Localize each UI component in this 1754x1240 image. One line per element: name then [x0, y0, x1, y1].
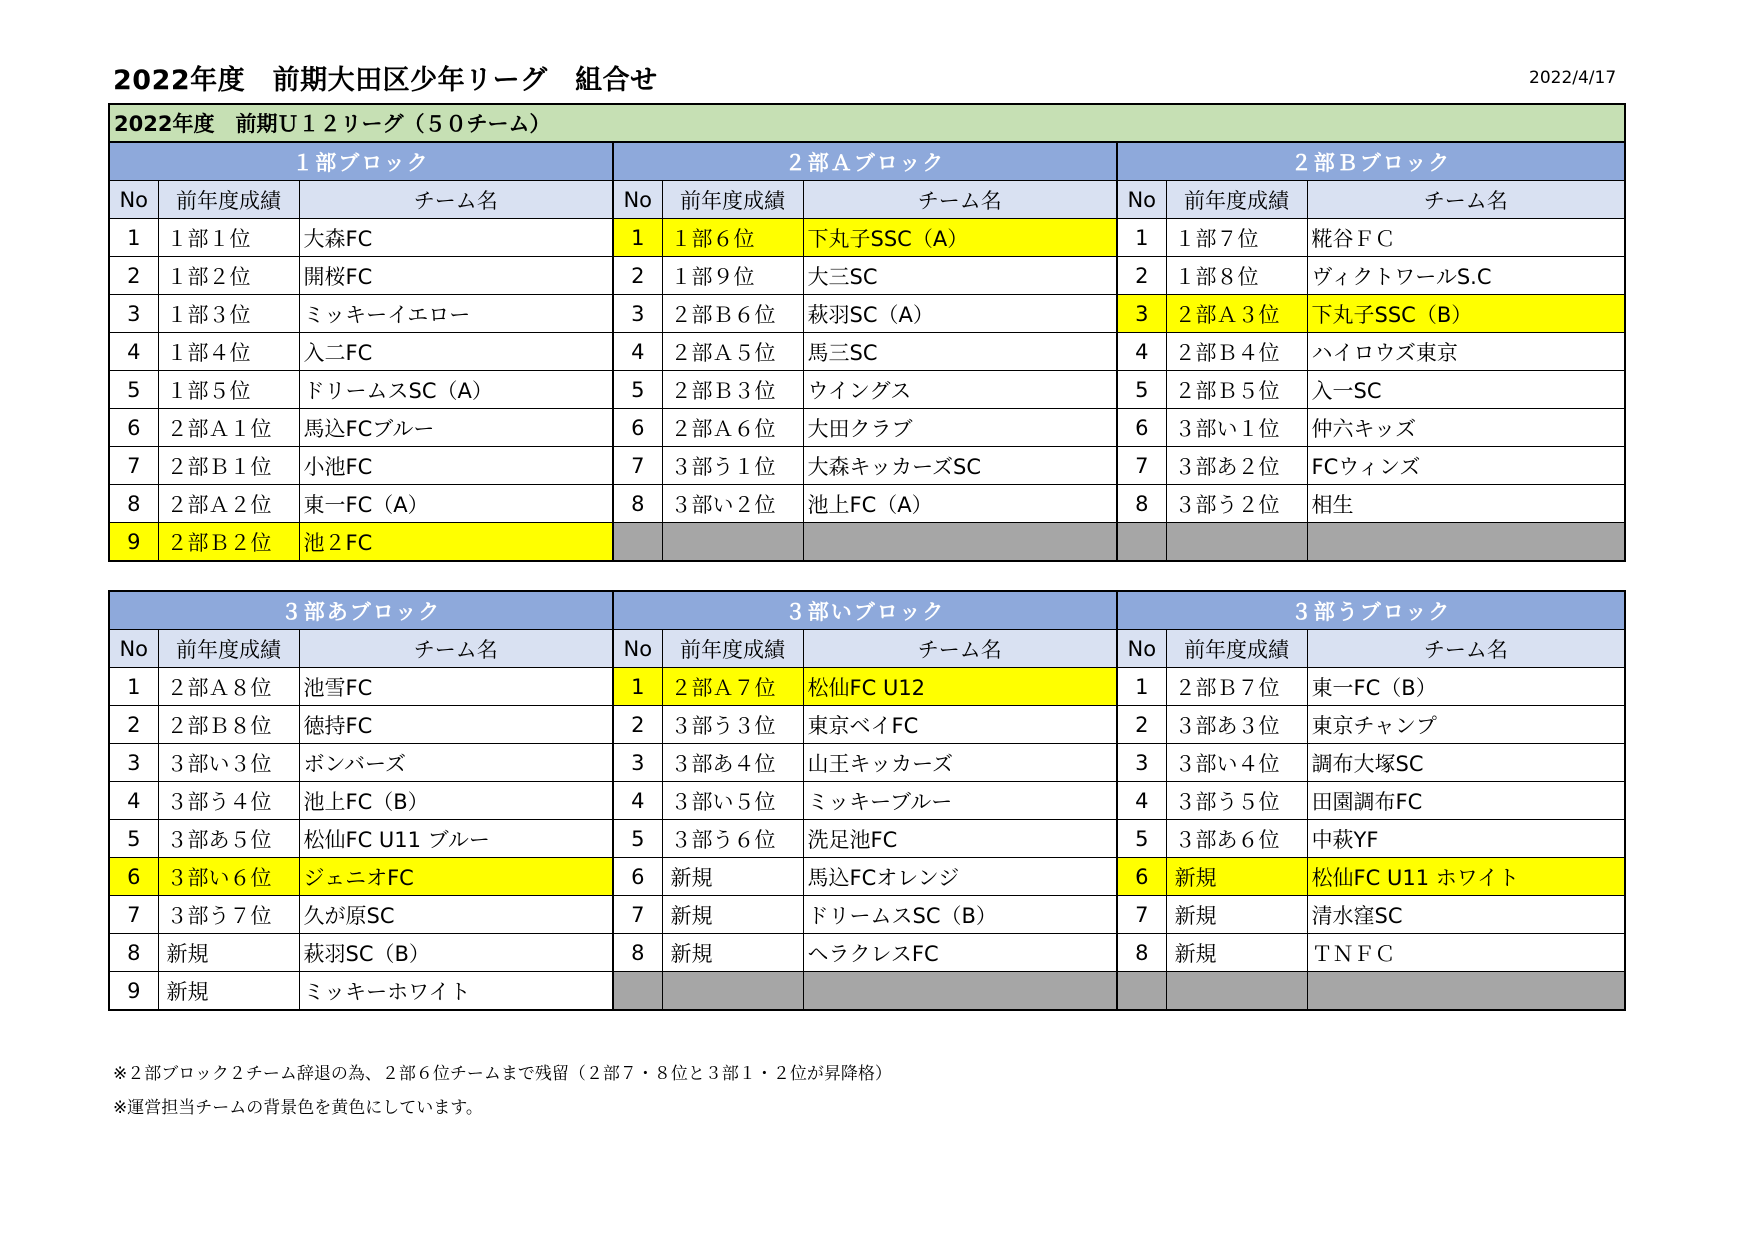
document-date: 2022/4/17: [1529, 68, 1617, 88]
block-header: ２部Ｂブロック: [1117, 142, 1625, 181]
empty-cell: [803, 972, 1117, 1011]
team-name: 開桜FC: [299, 257, 613, 295]
team-number: 4: [1117, 782, 1166, 820]
team-number: 4: [613, 333, 662, 371]
block-header: １部ブロック: [109, 142, 613, 181]
table-row: [109, 485, 1625, 523]
team-number: 5: [613, 371, 662, 409]
team-name: ミッキーブルー: [803, 782, 1117, 820]
table-row: [109, 371, 1625, 409]
previous-record: 新規: [158, 934, 299, 972]
table-row: [109, 295, 1625, 333]
table-row: [109, 934, 1625, 972]
previous-record: ２部Ａ６位: [662, 409, 803, 447]
empty-cell: [1166, 972, 1307, 1011]
team-name: 池上FC（A）: [803, 485, 1117, 523]
empty-cell: [662, 523, 803, 562]
previous-record: ３部い６位: [158, 858, 299, 896]
column-header-no: No: [109, 181, 158, 219]
previous-record: 新規: [1166, 896, 1307, 934]
team-name: 下丸子SSC（A）: [803, 219, 1117, 257]
previous-record: ３部う１位: [662, 447, 803, 485]
previous-record: 新規: [662, 934, 803, 972]
team-name: 東一FC（B）: [1307, 668, 1625, 706]
column-header-record: 前年度成績: [1166, 181, 1307, 219]
team-number: 2: [1117, 257, 1166, 295]
table-row: [109, 858, 1625, 896]
team-number: 3: [613, 744, 662, 782]
previous-record: １部６位: [662, 219, 803, 257]
team-name: 田園調布FC: [1307, 782, 1625, 820]
team-number: 8: [1117, 485, 1166, 523]
team-name: ハイロウズ東京: [1307, 333, 1625, 371]
team-number: 8: [109, 934, 158, 972]
previous-record: ２部Ｂ４位: [1166, 333, 1307, 371]
previous-record: １部２位: [158, 257, 299, 295]
team-name: 山王キッカーズ: [803, 744, 1117, 782]
team-name: 萩羽SC（A）: [803, 295, 1117, 333]
team-number: 5: [613, 820, 662, 858]
previous-record: ２部Ｂ３位: [662, 371, 803, 409]
previous-record: ３部い１位: [1166, 409, 1307, 447]
column-header-no: No: [613, 630, 662, 668]
column-header-record: 前年度成績: [662, 630, 803, 668]
empty-cell: [662, 972, 803, 1011]
block-header: ３部うブロック: [1117, 591, 1625, 630]
note-line: ※２部ブロック２チーム辞退の為、２部６位チームまで残留（２部７・８位と３部１・２位が昇降格）: [113, 1064, 892, 1084]
previous-record: １部５位: [158, 371, 299, 409]
column-header-team: チーム名: [299, 630, 613, 668]
table-row: [109, 668, 1625, 706]
previous-record: 新規: [662, 858, 803, 896]
team-name: ドリームスSC（A）: [299, 371, 613, 409]
team-name: 大田クラブ: [803, 409, 1117, 447]
team-name: 東一FC（A）: [299, 485, 613, 523]
block-header: ３部あブロック: [109, 591, 613, 630]
team-name: 松仙FC U11 ホワイト: [1307, 858, 1625, 896]
team-number: 6: [613, 858, 662, 896]
team-number: 3: [109, 295, 158, 333]
previous-record: ３部い５位: [662, 782, 803, 820]
team-name: ヘラクレスFC: [803, 934, 1117, 972]
team-name: 東京ベイFC: [803, 706, 1117, 744]
table-row: [109, 706, 1625, 744]
previous-record: ３部あ３位: [1166, 706, 1307, 744]
team-name: 下丸子SSC（B）: [1307, 295, 1625, 333]
team-number: 9: [109, 523, 158, 562]
team-number: 5: [109, 371, 158, 409]
previous-record: ２部Ａ５位: [662, 333, 803, 371]
previous-record: ２部Ｂ５位: [1166, 371, 1307, 409]
team-name: 松仙FC U12: [803, 668, 1117, 706]
column-header-record: 前年度成績: [158, 630, 299, 668]
table-row: [109, 782, 1625, 820]
team-name: FCウィンズ: [1307, 447, 1625, 485]
column-header-team: チーム名: [299, 181, 613, 219]
team-name: ミッキーホワイト: [299, 972, 613, 1011]
team-number: 7: [1117, 447, 1166, 485]
league-sheet: [108, 103, 1624, 1011]
team-name: 松仙FC U11 ブルー: [299, 820, 613, 858]
team-number: 4: [109, 333, 158, 371]
team-number: 5: [1117, 820, 1166, 858]
team-name: ＴＮＦＣ: [1307, 934, 1625, 972]
team-name: 東京チャンプ: [1307, 706, 1625, 744]
table-row: [109, 523, 1625, 562]
empty-cell: [1307, 972, 1625, 1011]
team-name: 糀谷ＦＣ: [1307, 219, 1625, 257]
team-number: 8: [613, 934, 662, 972]
team-number: 3: [109, 744, 158, 782]
team-number: 6: [1117, 858, 1166, 896]
team-name: 大森キッカーズSC: [803, 447, 1117, 485]
previous-record: ３部あ４位: [662, 744, 803, 782]
team-name: 仲六キッズ: [1307, 409, 1625, 447]
previous-record: ２部Ｂ８位: [158, 706, 299, 744]
team-name: 池２FC: [299, 523, 613, 562]
empty-cell: [1307, 523, 1625, 562]
team-name: 調布大塚SC: [1307, 744, 1625, 782]
empty-cell: [1117, 972, 1166, 1011]
team-number: 9: [109, 972, 158, 1011]
team-number: 7: [613, 447, 662, 485]
document-title: 2022年度 前期大田区少年リーグ 組合せ: [113, 65, 658, 96]
column-header-no: No: [613, 181, 662, 219]
previous-record: ２部Ａ２位: [158, 485, 299, 523]
previous-record: ３部あ６位: [1166, 820, 1307, 858]
team-name: 馬込FCオレンジ: [803, 858, 1117, 896]
team-name: 大森FC: [299, 219, 613, 257]
team-name: 相生: [1307, 485, 1625, 523]
previous-record: ３部う２位: [1166, 485, 1307, 523]
league-table-lower: [108, 590, 1626, 1011]
table-row: [109, 820, 1625, 858]
empty-cell: [803, 523, 1117, 562]
league-table-upper: [108, 103, 1626, 562]
previous-record: ２部Ａ１位: [158, 409, 299, 447]
table-row: [109, 333, 1625, 371]
team-name: 入一SC: [1307, 371, 1625, 409]
team-name: ボンバーズ: [299, 744, 613, 782]
team-number: 2: [109, 257, 158, 295]
previous-record: ３部う７位: [158, 896, 299, 934]
team-name: 清水窪SC: [1307, 896, 1625, 934]
team-name: 大三SC: [803, 257, 1117, 295]
previous-record: ２部Ａ７位: [662, 668, 803, 706]
previous-record: ３部い４位: [1166, 744, 1307, 782]
table-row: [109, 744, 1625, 782]
table-row: [109, 219, 1625, 257]
team-name: ミッキーイエロー: [299, 295, 613, 333]
team-number: 7: [613, 896, 662, 934]
team-number: 1: [1117, 219, 1166, 257]
team-name: ドリームスSC（B）: [803, 896, 1117, 934]
previous-record: １部７位: [1166, 219, 1307, 257]
previous-record: ２部Ｂ６位: [662, 295, 803, 333]
previous-record: 新規: [1166, 858, 1307, 896]
team-number: 4: [1117, 333, 1166, 371]
team-number: 8: [109, 485, 158, 523]
team-name: 徳持FC: [299, 706, 613, 744]
team-number: 8: [1117, 934, 1166, 972]
previous-record: 新規: [662, 896, 803, 934]
previous-record: 新規: [158, 972, 299, 1011]
table-row: [109, 972, 1625, 1011]
team-number: 7: [109, 447, 158, 485]
team-name: 萩羽SC（B）: [299, 934, 613, 972]
empty-cell: [613, 523, 662, 562]
column-header-record: 前年度成績: [158, 181, 299, 219]
team-name: 池雪FC: [299, 668, 613, 706]
previous-record: ３部あ２位: [1166, 447, 1307, 485]
team-number: 5: [1117, 371, 1166, 409]
previous-record: ２部Ｂ２位: [158, 523, 299, 562]
team-number: 1: [109, 219, 158, 257]
column-header-record: 前年度成績: [662, 181, 803, 219]
team-name: 池上FC（B）: [299, 782, 613, 820]
previous-record: 新規: [1166, 934, 1307, 972]
table-row: [109, 447, 1625, 485]
previous-record: ２部Ｂ１位: [158, 447, 299, 485]
team-name: 久が原SC: [299, 896, 613, 934]
team-number: 6: [1117, 409, 1166, 447]
table-row: [109, 409, 1625, 447]
team-name: 馬三SC: [803, 333, 1117, 371]
previous-record: ３部い３位: [158, 744, 299, 782]
team-number: 1: [613, 219, 662, 257]
team-number: 3: [1117, 295, 1166, 333]
previous-record: ３部あ５位: [158, 820, 299, 858]
previous-record: １部８位: [1166, 257, 1307, 295]
team-name: 馬込FCブルー: [299, 409, 613, 447]
previous-record: １部３位: [158, 295, 299, 333]
team-number: 1: [613, 668, 662, 706]
empty-cell: [1166, 523, 1307, 562]
previous-record: ２部Ａ８位: [158, 668, 299, 706]
previous-record: ３部う４位: [158, 782, 299, 820]
column-header-team: チーム名: [803, 630, 1117, 668]
team-number: 4: [613, 782, 662, 820]
column-header-no: No: [1117, 630, 1166, 668]
team-number: 6: [109, 409, 158, 447]
table-row: [109, 896, 1625, 934]
column-header-no: No: [1117, 181, 1166, 219]
team-number: 7: [1117, 896, 1166, 934]
team-name: ヴィクトワールS.C: [1307, 257, 1625, 295]
previous-record: １部４位: [158, 333, 299, 371]
notes: [113, 1057, 892, 1125]
previous-record: ３部う５位: [1166, 782, 1307, 820]
team-number: 6: [109, 858, 158, 896]
team-number: 2: [613, 706, 662, 744]
team-number: 2: [1117, 706, 1166, 744]
team-name: 中萩YF: [1307, 820, 1625, 858]
team-name: ジェニオFC: [299, 858, 613, 896]
column-header-team: チーム名: [803, 181, 1117, 219]
previous-record: ３部う６位: [662, 820, 803, 858]
column-header-team: チーム名: [1307, 181, 1625, 219]
column-header-record: 前年度成績: [1166, 630, 1307, 668]
table-row: [109, 257, 1625, 295]
previous-record: ３部い２位: [662, 485, 803, 523]
team-name: 洗足池FC: [803, 820, 1117, 858]
previous-record: ２部Ｂ７位: [1166, 668, 1307, 706]
column-header-no: No: [109, 630, 158, 668]
previous-record: ３部う３位: [662, 706, 803, 744]
team-name: 小池FC: [299, 447, 613, 485]
previous-record: １部９位: [662, 257, 803, 295]
team-name: 入二FC: [299, 333, 613, 371]
team-number: 2: [613, 257, 662, 295]
team-number: 4: [109, 782, 158, 820]
team-number: 2: [109, 706, 158, 744]
empty-cell: [613, 972, 662, 1011]
team-number: 1: [1117, 668, 1166, 706]
empty-cell: [1117, 523, 1166, 562]
team-number: 7: [109, 896, 158, 934]
previous-record: １部１位: [158, 219, 299, 257]
team-number: 3: [613, 295, 662, 333]
team-number: 8: [613, 485, 662, 523]
team-number: 3: [1117, 744, 1166, 782]
column-header-team: チーム名: [1307, 630, 1625, 668]
block-header: ３部いブロック: [613, 591, 1117, 630]
league-title: 2022年度 前期Ｕ１２リーグ（５０チーム）: [109, 104, 1625, 142]
note-line: ※運営担当チームの背景色を黄色にしています。: [113, 1098, 483, 1118]
previous-record: ２部Ａ３位: [1166, 295, 1307, 333]
team-number: 5: [109, 820, 158, 858]
team-number: 6: [613, 409, 662, 447]
block-header: ２部Ａブロック: [613, 142, 1117, 181]
team-number: 1: [109, 668, 158, 706]
team-name: ウイングス: [803, 371, 1117, 409]
